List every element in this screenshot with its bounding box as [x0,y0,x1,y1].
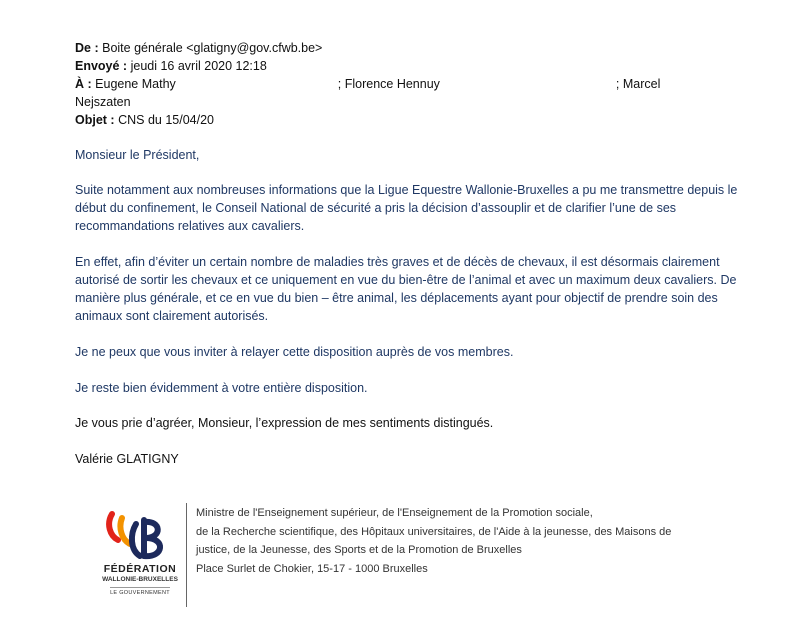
email-header [75,39,715,129]
footer-address-block [196,504,726,578]
to-recipient-2: ; Florence Hennuy [337,77,440,91]
logo-divider [110,587,170,588]
to-label: À : [75,77,92,91]
closing: Je vous prie d’agréer, Monsieur, l’expression de mes sentiments distingués. [75,416,494,430]
signature: Valérie GLATIGNY [75,452,179,466]
logo-name: FÉDÉRATION [103,563,177,575]
paragraph-3: Je ne peux que vous inviter à relayer cette disposition auprès de vos membres. [75,345,514,359]
to-line [75,75,715,93]
to-recipient-3: ; Marcel [615,77,661,91]
to-recipient-3b: Nejszaten [75,95,131,109]
subject-value: CNS du 15/04/20 [118,113,214,127]
salutation: Monsieur le Président, [75,148,200,162]
to-recipient-1: Eugene Mathy [95,77,176,91]
from-value: Boite générale <glatigny@gov.cfwb.be> [102,41,323,55]
paragraph-1: Suite notamment aux nombreuses informations que la Ligue Equestre Wallonie-Bruxelles a pu me transmettre depuis le début du confinement, le Conseil National de sécurité a pris la décision d’assouplir et de clarifier l’une de ses recommandations relatives aux cavaliers. [75,183,738,233]
logo-government: LE GOUVERNEMENT [110,590,170,596]
logo-subtitle: WALLONIE-BRUXELLES [102,576,178,583]
sent-label: Envoyé : [75,59,128,73]
to-line-continued [75,93,715,111]
footer-line-3: justice, de la Jeunesse, des Sports et de la Promotion de Bruxelles [196,544,522,556]
from-line [75,39,715,57]
wb-logo-icon [100,510,180,562]
sent-line [75,57,715,75]
subject-label: Objet : [75,113,115,127]
footer-line-1: Ministre de l'Enseignement supérieur, de l'Enseignement de la Promotion sociale, [196,507,593,519]
sent-value: jeudi 16 avril 2020 12:18 [130,59,267,73]
paragraph-4: Je reste bien évidemment à votre entière disposition. [75,381,368,395]
footer-divider [186,503,187,607]
federation-logo [100,510,180,600]
subject-line [75,111,715,129]
footer-line-2: de la Recherche scientifique, des Hôpitaux universitaires, de l'Aide à la jeunesse, des Maisons de [196,525,672,538]
from-label: De : [75,41,99,55]
paragraph-2: En effet, afin d’éviter un certain nombre de maladies très graves et de décès de chevaux, il est désormais clairement autorisé de sortir les chevaux et ce uniquement en vue du bien-être de l’animal et avec un maximum deux cavaliers. De manière plus générale, et ce en vue du bien – être animal, les déplacements ayant pour objectif de prendre soin des animaux sont clairement autorisés. [75,255,737,323]
footer-line-4: Place Surlet de Chokier, 15-17 - 1000 Bruxelles [196,562,428,575]
